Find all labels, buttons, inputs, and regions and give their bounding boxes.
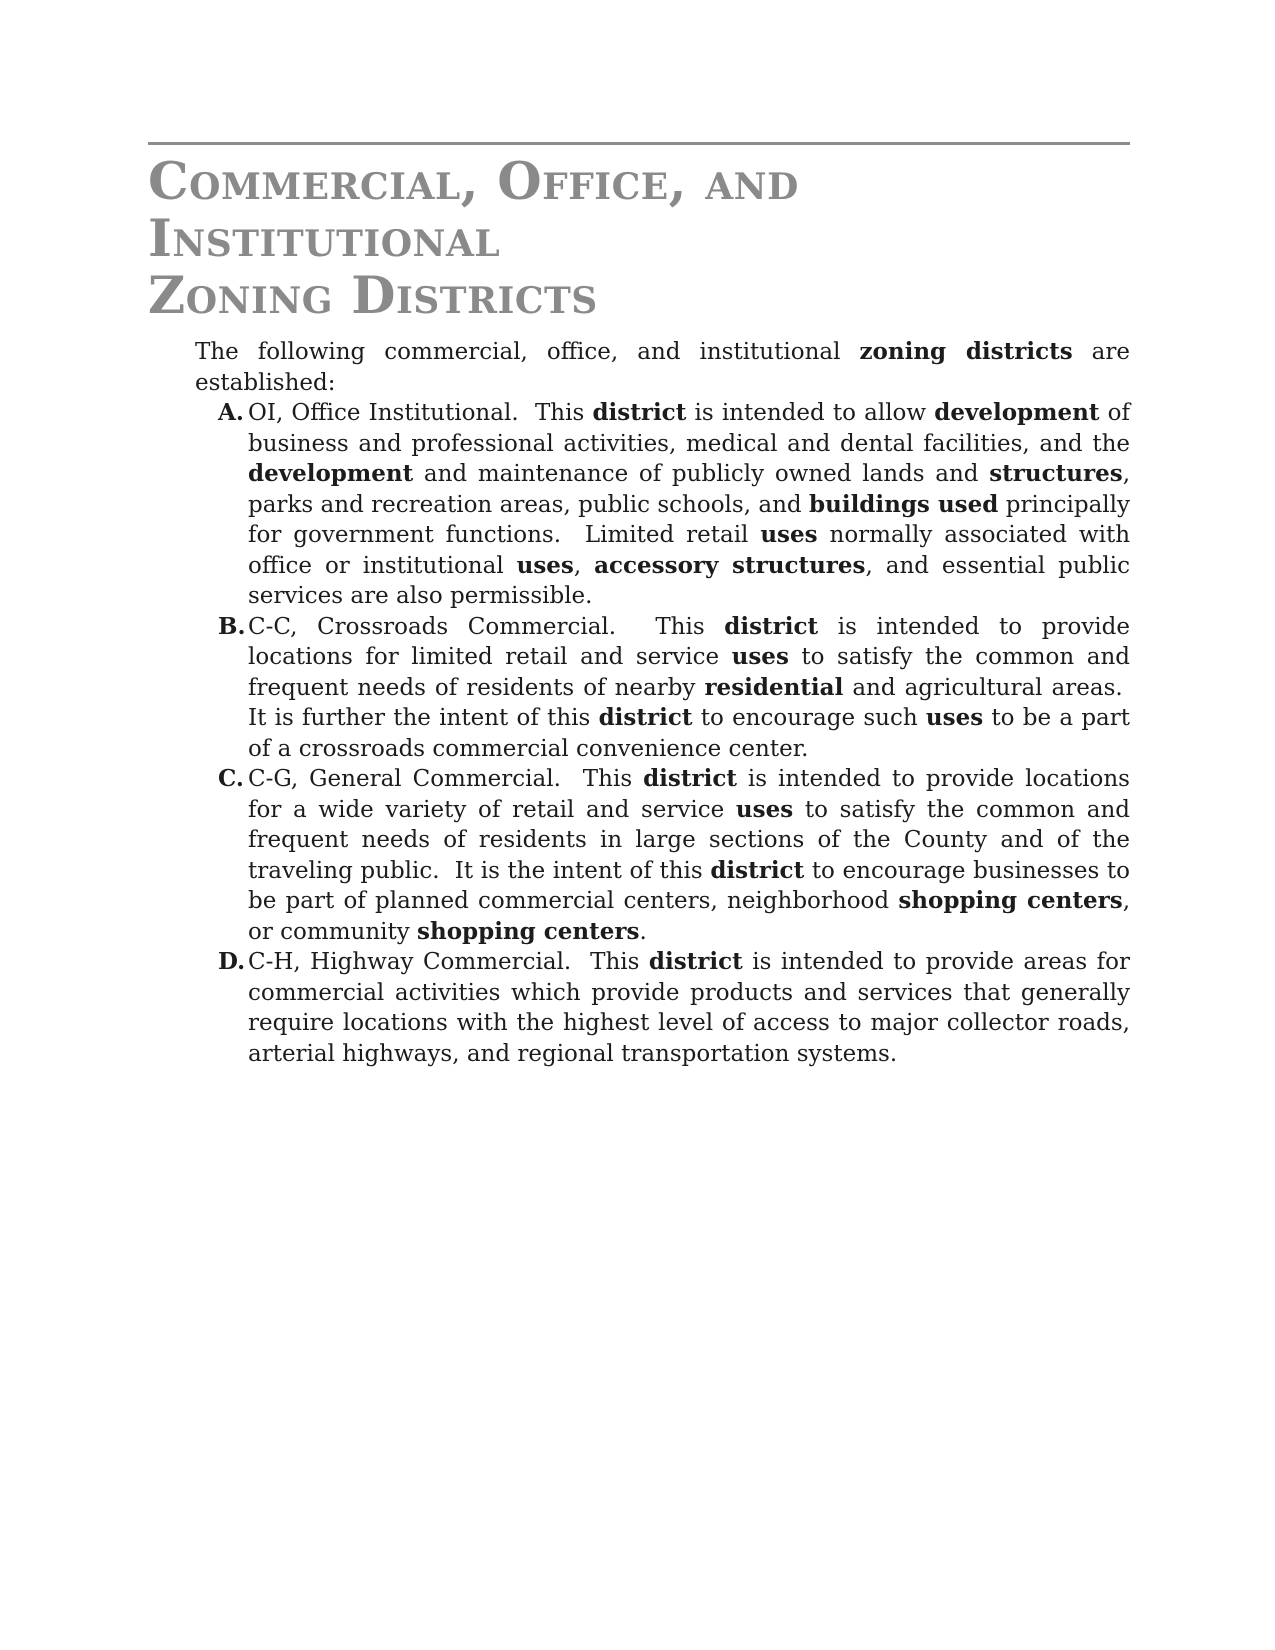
text-run: . (639, 918, 647, 945)
text-run: to be a part of a crossroads commercial convenience center. (248, 705, 1131, 762)
text-run: uses (731, 643, 789, 671)
text-run: and maintenance of publicly owned lands and (413, 461, 990, 488)
text-run: to encourage businesses to be part of planned commercial centers, neighborhood (248, 857, 1130, 915)
text-run: , (573, 552, 595, 579)
text-run: district (648, 948, 743, 976)
text-run: OI, Office Institutional. This (248, 400, 593, 427)
text-run: to encourage such (692, 705, 926, 732)
text-run: uses (760, 521, 818, 549)
district-item-text (248, 400, 1130, 609)
text-run: , and essential public services are also permissible. (248, 552, 1131, 610)
document-content (148, 142, 1130, 1069)
text-run: uses (516, 551, 574, 579)
text-run: The following commercial, office, and institutional (195, 339, 860, 366)
text-run: shopping centers (898, 887, 1123, 915)
text-run: is intended to provide areas for commercial activities which provide products and services that generally require locations with the highest level of access to major collector roads, arterial highways, and regional transportation systems. (248, 949, 1130, 1067)
district-item-text (248, 614, 1130, 762)
district-item-c (218, 764, 1130, 947)
text-run: C-G, General Commercial. This (248, 766, 644, 793)
district-item-a (218, 398, 1131, 612)
text-run: , parks and recreation areas, public schools, and (248, 461, 1130, 518)
text-run: to satisfy the common and frequent needs of residents in large sections of the County and of the traveling public. It is the intent of this (248, 796, 1130, 884)
text-run: is intended to provide locations for a wide variety of retail and service (248, 766, 1130, 823)
text-run: district (643, 765, 737, 793)
district-item-d (218, 947, 1130, 1069)
text-run: accessory structures (594, 551, 866, 579)
text-run: district (724, 612, 819, 640)
text-run: , or community (248, 888, 1130, 945)
text-run: district (710, 856, 805, 884)
text-run: uses (735, 795, 794, 823)
text-run: uses (925, 704, 984, 732)
text-run: C-H, Highway Commercial. This (248, 949, 649, 976)
text-run: principally for government functions. Limited retail (248, 491, 1130, 549)
page-title-line1: Commercial, Office, and Institutional (148, 152, 799, 270)
text-run: structures (989, 460, 1123, 488)
text-run: is intended to allow (686, 400, 935, 427)
text-run: development (934, 399, 1100, 427)
district-item-label: B. (218, 612, 246, 640)
text-run: shopping centers (417, 917, 640, 945)
district-item-text (248, 766, 1130, 945)
text-run: zoning districts (859, 338, 1073, 366)
page-title-line2: Zoning Districts (148, 266, 598, 327)
text-run: and agricultural areas. It is further the intent of this (248, 674, 1130, 732)
district-item-label: C. (218, 765, 244, 793)
header-rule (148, 142, 1130, 145)
district-list (148, 398, 1130, 1069)
text-run: district (598, 704, 693, 732)
district-item-text (248, 949, 1130, 1067)
intro-paragraph (195, 337, 1130, 398)
text-run: of business and professional activities, medical and dental facilities, and the (248, 400, 1130, 457)
text-run: development (248, 460, 414, 488)
district-item-label: D. (218, 948, 246, 976)
text-run: buildings used (809, 490, 999, 518)
text-run: district (592, 399, 687, 427)
text-run: residential (704, 673, 844, 701)
text-run: are established: (195, 339, 1131, 396)
district-item-label: A. (218, 399, 244, 427)
page-title (148, 154, 1130, 325)
text-run: C-C, Crossroads Commercial. This (248, 613, 725, 640)
text-run: to satisfy the common and frequent needs of residents of nearby (248, 644, 1130, 701)
district-item-b (218, 612, 1131, 765)
text-run: is intended to provide locations for limited retail and service (248, 613, 1131, 671)
text-run: normally associated with office or institutional (248, 522, 1131, 579)
